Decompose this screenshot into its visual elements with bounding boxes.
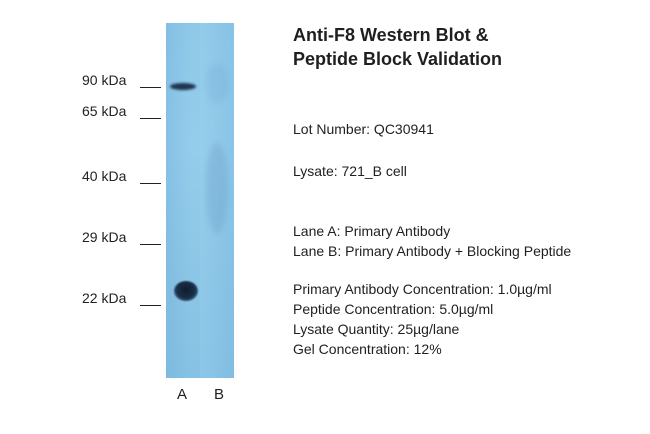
lane-label-b: B xyxy=(213,386,224,403)
lysate: Lysate: 721_B cell xyxy=(293,163,407,179)
marker-label: 90 kDa xyxy=(82,72,127,88)
lane-b-description: Lane B: Primary Antibody + Blocking Peptide xyxy=(293,243,572,259)
western-blot-image xyxy=(166,23,234,378)
lane-a-strip xyxy=(166,23,200,378)
lane-label-a: A xyxy=(176,386,187,403)
marker-65kda xyxy=(82,103,162,119)
lane-b-smear-upper xyxy=(206,63,228,103)
lane-a-description: Lane A: Primary Antibody xyxy=(293,223,451,239)
band-lane-a-90kda xyxy=(170,83,196,90)
band-lane-a-22kda xyxy=(174,281,198,301)
lane-b-strip xyxy=(200,23,234,378)
page-title xyxy=(293,23,633,71)
gel-concentration: Gel Concentration: 12% xyxy=(293,341,442,357)
marker-label: 22 kDa xyxy=(82,290,127,306)
marker-90kda xyxy=(82,72,162,88)
lane-b-smear xyxy=(206,143,228,233)
marker-tick xyxy=(140,183,161,184)
lysate-quantity: Lysate Quantity: 25µg/lane xyxy=(293,321,460,337)
title-line-1: Anti-F8 Western Blot & xyxy=(293,25,489,45)
marker-tick xyxy=(140,244,161,245)
marker-label: 29 kDa xyxy=(82,229,127,245)
marker-label: 40 kDa xyxy=(82,168,127,184)
marker-40kda xyxy=(82,168,162,184)
marker-29kda xyxy=(82,229,162,245)
primary-antibody-concentration: Primary Antibody Concentration: 1.0µg/ml xyxy=(293,281,552,297)
marker-tick xyxy=(140,118,161,119)
marker-tick xyxy=(140,305,161,306)
peptide-concentration: Peptide Concentration: 5.0µg/ml xyxy=(293,301,494,317)
marker-22kda xyxy=(82,290,162,306)
title-line-2: Peptide Block Validation xyxy=(293,49,503,69)
lot-number: Lot Number: QC30941 xyxy=(293,121,434,137)
marker-tick xyxy=(140,87,161,88)
marker-label: 65 kDa xyxy=(82,103,127,119)
